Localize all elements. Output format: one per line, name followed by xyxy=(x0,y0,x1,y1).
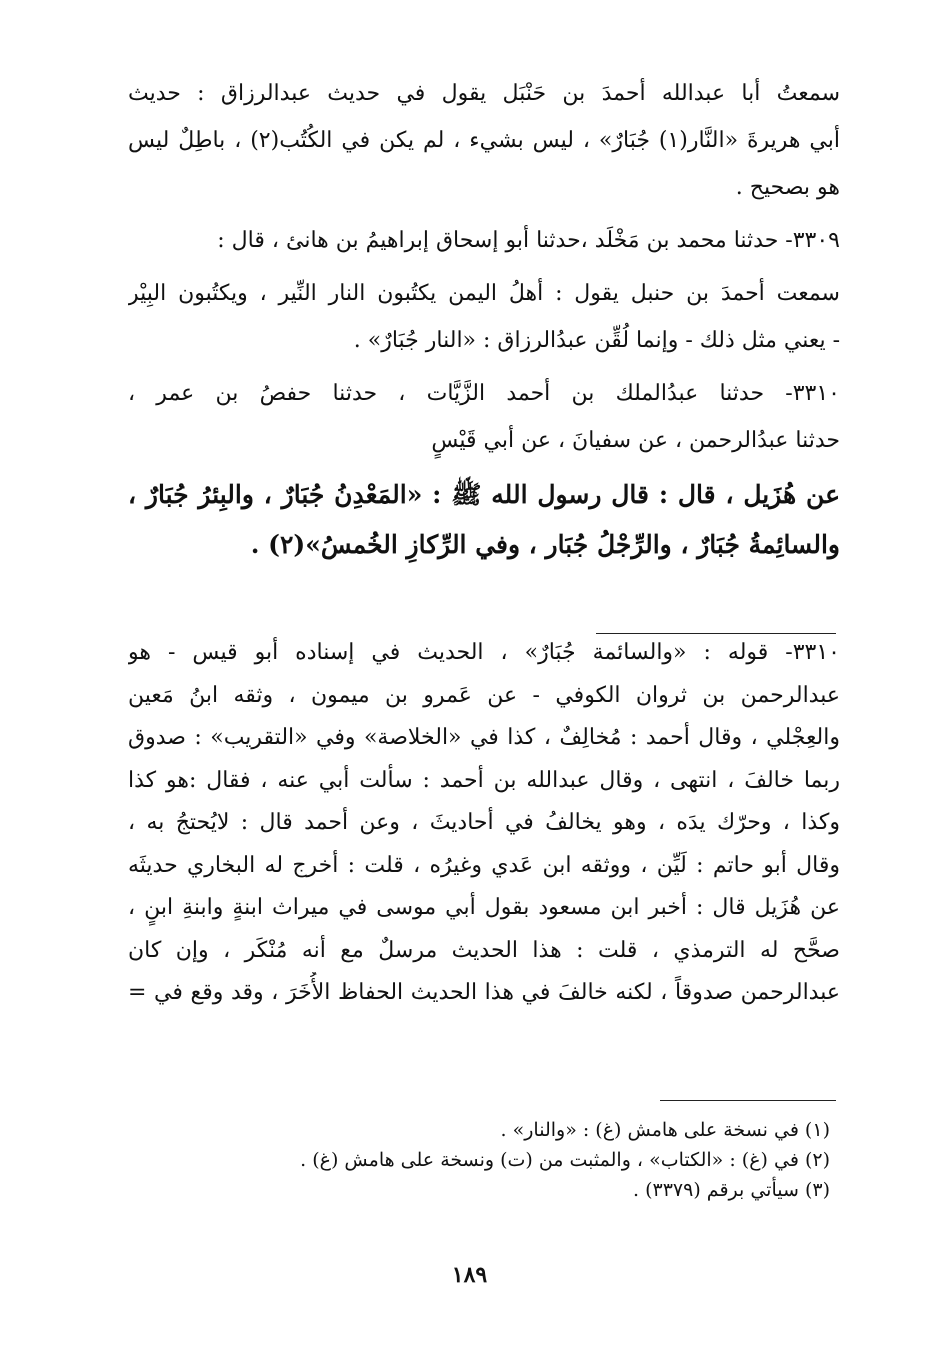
page-number: ١٨٩ xyxy=(451,1262,488,1288)
text-line: عن هُزَيل ، قال : قال رسول الله ﷺ : «المَعْدِنُ جُبَارٌ ، والبِئرُ جُبَارٌ ، xyxy=(128,480,840,509)
text-line: ربما خالفَ ، انتهى ، وقال عبدالله بن أحمد : سألت أبي عنه ، فقال :هو كذا xyxy=(128,767,840,793)
text-line: أبي هريرةَ «النَّار(١) جُبَارٌ» ، ليس بشيء ، لم يكن في الكُتُب(٢) ، باطِلٌ ليس xyxy=(128,128,840,153)
text-line: - يعني مثل ذلك - وإنما لُقِّن عبدُالرزاق : «النار جُبَارٌ» . xyxy=(353,328,840,353)
text-line: هو بصحيح . xyxy=(735,175,840,200)
text-line: صحَّح له الترمذي ، قلت : هذا الحديث مرسلٌ مع أنه مُنْكَر ، وإن كان xyxy=(128,937,840,963)
paragraph-hadith-3310-isnad xyxy=(128,370,840,464)
text-line: سمعت أحمدَ بن حنبل يقول : أهلُ اليمن يكتُبون النار النِّير ، ويكتُبون البِيْر xyxy=(128,281,840,306)
paragraph-quote-abdulrazzaq xyxy=(128,70,840,211)
text-line: ٣٣٠٩- حدثنا محمد بن مَخْلَد ،حدثنا أبو إسحاق إبراهيمُ بن هانئ ، قال : xyxy=(217,228,840,253)
paragraph-hadith-3310-matn xyxy=(128,470,840,570)
main-text xyxy=(128,70,840,570)
paragraph-hadith-3309-isnad xyxy=(128,217,840,264)
text-line: حدثنا عبدُالرحمن ، عن سفيانَ ، عن أبي قَيْسٍ xyxy=(431,428,840,453)
paragraph-hadith-3309-text xyxy=(128,270,840,364)
text-line: والسائِمةُ جُبَارٌ ، والرِّجْلُ جُبَار ، وفي الرِّكازِ الخُمسُ»(٢) . xyxy=(250,530,840,559)
commentary-text xyxy=(128,632,840,1015)
text-line: عبدالرحمن بن ثروان الكوفي - عن عَمرو بن ميمون ، وثقه ابنُ مَعين xyxy=(128,682,840,708)
footnote-3: (٣) سيأتي برقم (٣٣٧٩) . xyxy=(633,1179,830,1201)
text-line: ٣٣١٠- حدثنا عبدُالملك بن أحمد الزَّيَّات ، حدثنا حفصُ بن عمر ، xyxy=(128,381,840,406)
text-line: وقال أبو حاتم : لَيِّن ، ووثقه ابن عَدي وغيرُه ، قلت : أخرج له البخاري حديثَه xyxy=(128,852,840,878)
footnote-divider xyxy=(660,1100,836,1101)
text-line: وكذا ، وحرّك يدَه ، وهو يخالفُ في أحاديثَ ، وعن أحمد قال : لايُحتجُ به ، xyxy=(128,810,840,835)
text-line: عن هُزَيل قال : أخبر ابن مسعود بقول أبي موسى في ميراث ابنةٍ وابنةِ ابنٍ ، xyxy=(128,895,840,920)
text-line: ٣٣١٠- قوله : «والسائمة جُبَارٌ» ، الحديث في إسناده أبو قيس - هو xyxy=(128,640,840,665)
text-line: والعِجْلي ، وقال أحمد : مُخالِفٌ ، كذا في «الخلاصة» وفي «التقريب» : صدوق xyxy=(128,725,840,750)
footnotes xyxy=(300,1115,830,1205)
footnote-1: (١) في نسخة على هامش (غ) : «والنار» . xyxy=(500,1119,830,1141)
text-line: سمعتُ أبا عبدالله أحمدَ بن حَنْبَل يقول في حديث عبدالرزاق : حديث xyxy=(128,81,840,106)
footnote-2: (٢) في (غ) : «الكتاب» ، والمثبت من (ت) ونسخة على هامش (غ) . xyxy=(300,1149,830,1171)
text-line: عبدالرحمن صدوقاً ، لكنه خالفَ في هذا الحديث الحفاظ الأُخَرَ ، وقد وقع في = xyxy=(128,980,840,1005)
